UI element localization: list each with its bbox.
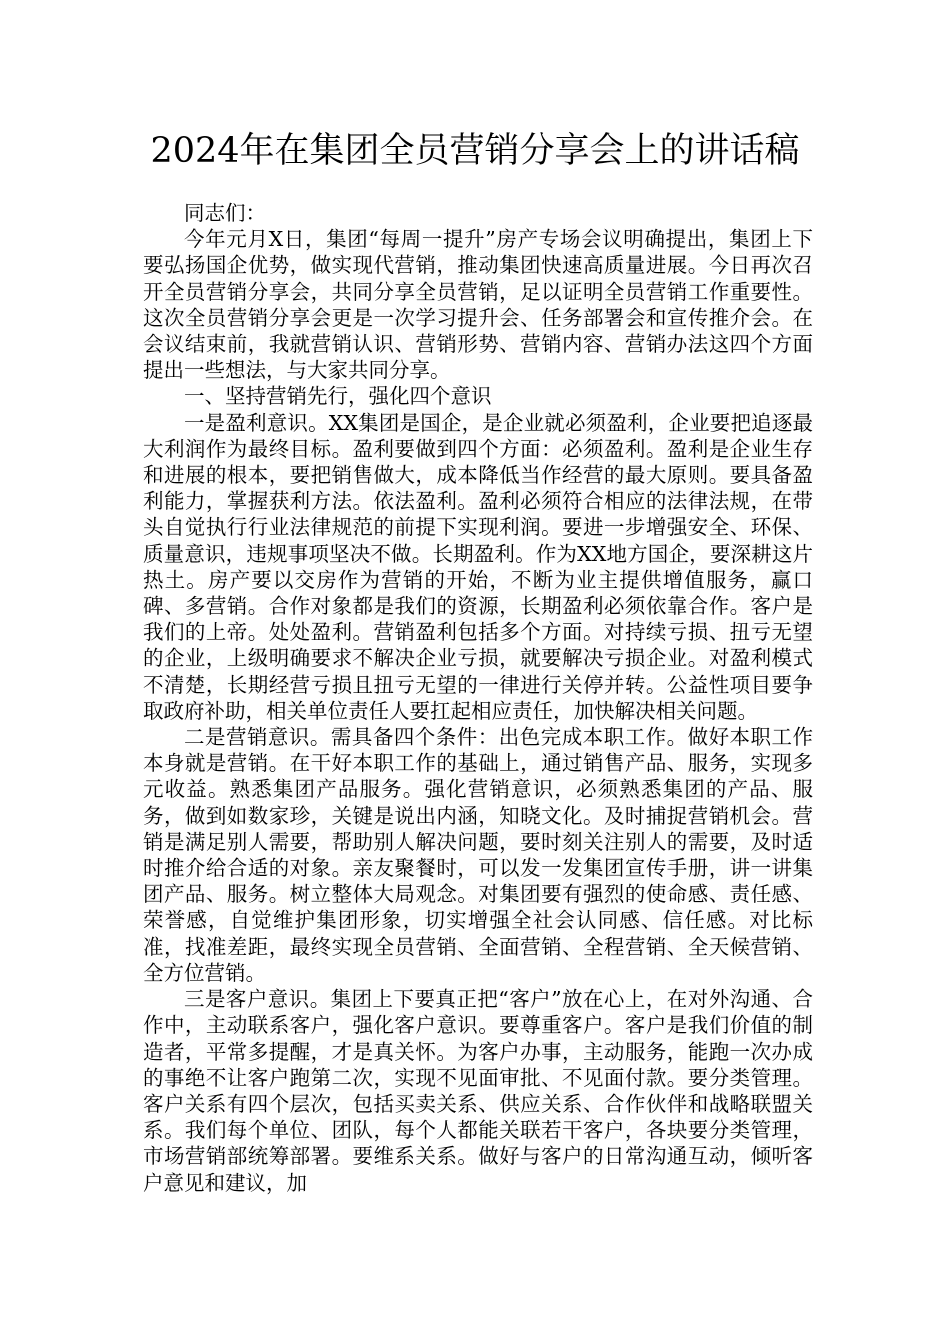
document-body	[143, 200, 813, 1196]
intro-paragraph: 今年元月X日，集团“每周一提升”房产专场会议明确提出，集团上下要弘扬国企优势，做实现代营销，推动集团快速高质量进展。今日再次召开全员营销分享会，共同分享全员营销，足以证明全员营销工作重要性。这次全员营销分享会更是一次学习提升会、任务部署会和宣传推介会。在会议结束前，我就营销认识、营销形势、营销内容、营销办法这四个方面提出一些想法，与大家共同分享。	[143, 227, 813, 383]
customer-awareness-paragraph: 三是客户意识。集团上下要真正把“客户”放在心上，在对外沟通、合作中，主动联系客户，强化客户意识。要尊重客户。客户是我们价值的制造者，平常多提醒，才是真关怀。为客户办事，主动服务，能跑一次办成的事绝不让客户跑第二次，实现不见面审批、不见面付款。要分类管理。客户关系有四个层次，包括买卖关系、供应关系、合作伙伴和战略联盟关系。我们每个单位、团队，每个人都能关联若干客户，各块要分类管理，市场营销部统筹部署。要维系关系。做好与客户的日常沟通互动，倾听客户意见和建议，加	[143, 987, 813, 1195]
marketing-awareness-paragraph: 二是营销意识。需具备四个条件：出色完成本职工作。做好本职工作本身就是营销。在干好本职工作的基础上，通过销售产品、服务，实现多元收益。熟悉集团产品服务。强化营销意识，必须熟悉集团的产品、服务，做到如数家珍，关键是说出内涵，知晓文化。及时捕捉营销机会。营销是满足别人需要，帮助别人解决问题，要时刻关注别人的需要，及时适时推介给合适的对象。亲友聚餐时，可以发一发集团宣传手册，讲一讲集团产品、服务。树立整体大局观念。对集团要有强烈的使命感、责任感、荣誉感，自觉维护集团形象，切实增强全社会认同感、信任感。对比标准，找准差距，最终实现全员营销、全面营销、全程营销、全天候营销、全方位营销。	[143, 725, 813, 985]
profit-awareness-paragraph: 一是盈利意识。XX集团是国企，是企业就必须盈利，企业要把追逐最大利润作为最终目标。盈利要做到四个方面：必须盈利。盈利是企业生存和进展的根本，要把销售做大，成本降低当作经营的最大原则。要具备盈利能力，掌握获利方法。依法盈利。盈利必须符合相应的法律法规，在带头自觉执行行业法律规范的前提下实现利润。要进一步增强安全、环保、质量意识，违规事项坚决不做。长期盈利。作为XX地方国企，要深耕这片热土。房产要以交房作为营销的开始，不断为业主提供增值服务，赢口碑、多营销。合作对象都是我们的资源，长期盈利必须依靠合作。客户是我们的上帝。处处盈利。营销盈利包括多个方面。对持续亏损、扭亏无望的企业，上级明确要求不解决企业亏损，就要解决亏损企业。对盈利模式不清楚，长期经营亏损且扭亏无望的一律进行关停并转。公益性项目要争取政府补助，相关单位责任人要扛起相应责任，加快解决相关问题。	[143, 410, 813, 723]
salutation-paragraph: 同志们：	[184, 201, 266, 225]
section-heading: 一、坚持营销先行，强化四个意识	[184, 384, 492, 409]
document-title: 2024年在集团全员营销分享会上的讲话稿	[150, 131, 800, 171]
